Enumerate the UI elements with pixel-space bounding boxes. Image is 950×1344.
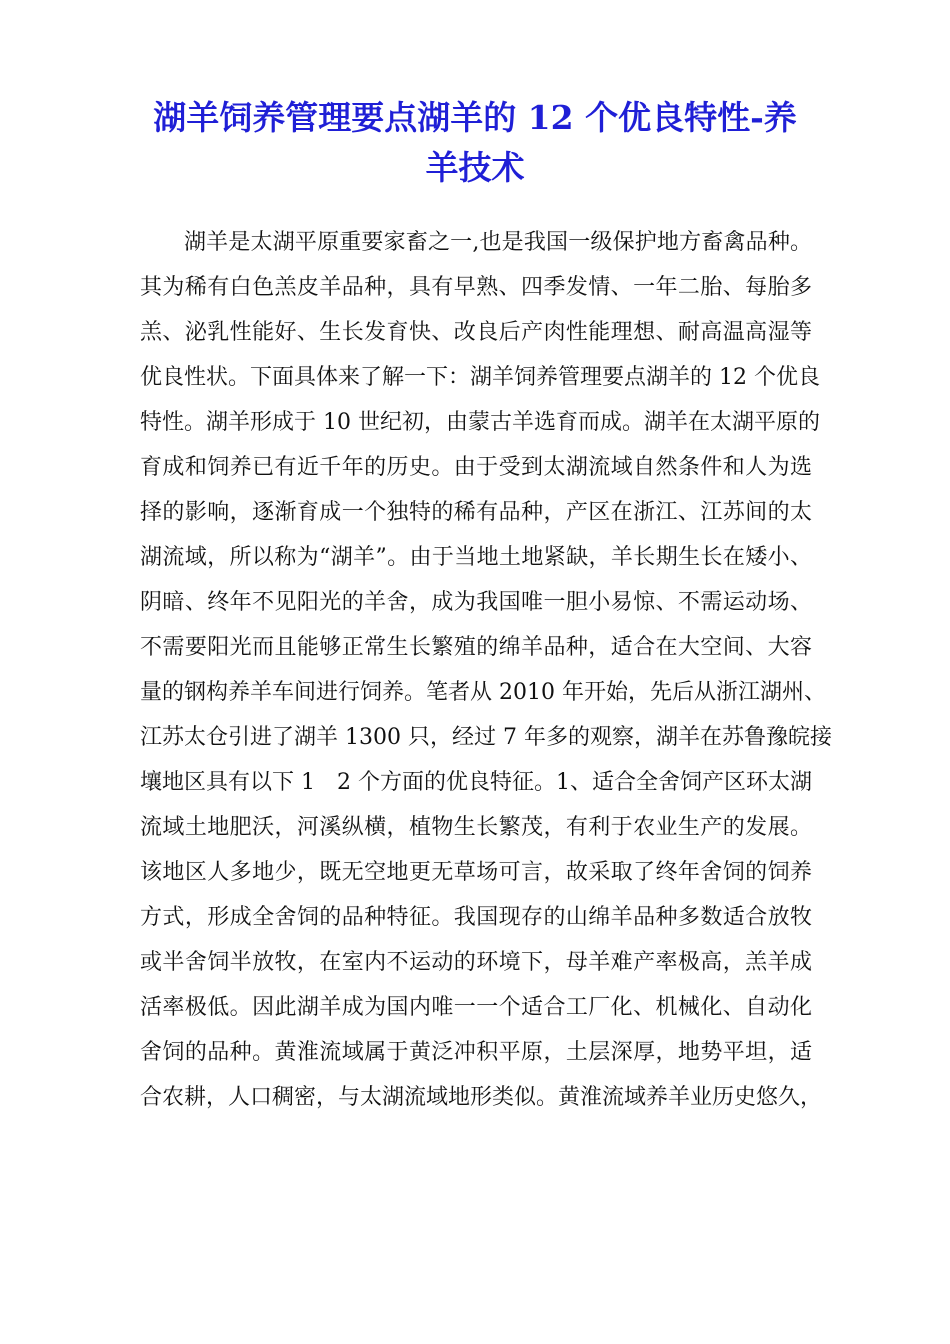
text-line: 优良性状。下面具体来了解一下：湖羊饲养管理要点湖羊的 12 个优良 [140, 365, 820, 390]
text-line: 活率极低。因此湖羊成为国内唯一一个适合工厂化、机械化、自动化 [140, 995, 812, 1020]
text-line: 舍饲的品种。黄淮流域属于黄泛冲积平原，土层深厚，地势平坦，适 [140, 1040, 812, 1065]
text-line: 羔、泌乳性能好、生长发育快、改良后产肉性能理想、耐高温高湿等 [140, 320, 812, 345]
text-line: 该地区人多地少，既无空地更无草场可言，故采取了终年舍饲的饲养 [140, 860, 812, 885]
text-line: 特性。湖羊形成于 10 世纪初，由蒙古羊选育而成。湖羊在太湖平原的 [140, 410, 820, 435]
text-line: 江苏太仓引进了湖羊 1300 只，经过 7 年多的观察，湖羊在苏鲁豫皖接 [140, 725, 832, 750]
text-line: 育成和饲养已有近千年的历史。由于受到太湖流域自然条件和人为选 [140, 455, 812, 480]
text-line: 湖羊是太湖平原重要家畜之一,也是我国一级保护地方畜禽品种。 [184, 230, 812, 255]
text-line: 合农耕，人口稠密，与太湖流域地形类似。黄淮流域养羊业历史悠久， [140, 1085, 823, 1110]
text-line: 或半舍饲半放牧，在室内不运动的环境下，母羊难产率极高，羔羊成 [140, 950, 812, 975]
text-line: 湖流域，所以称为“湖羊”。由于当地土地紧缺，羊长期生长在矮小、 [140, 545, 812, 570]
text-line: 择的影响，逐渐育成一个独特的稀有品种，产区在浙江、江苏间的太 [140, 500, 812, 525]
text-line: 量的钢构养羊车间进行饲养。笔者从 2010 年开始，先后从浙江湖州、 [140, 680, 826, 705]
title-line: 羊技术 [425, 148, 525, 187]
text-line: 不需要阳光而且能够正常生长繁殖的绵羊品种，适合在大空间、大容 [140, 635, 812, 660]
text-line: 流域土地肥沃，河溪纵横，植物生长繁茂，有利于农业生产的发展。 [140, 815, 812, 840]
text-line: 壤地区具有以下 1 2 个方面的优良特征。1、适合全舍饲产区环太湖 [140, 770, 812, 795]
text-line: 阴暗、终年不见阳光的羊舍，成为我国唯一胆小易惊、不需运动场、 [140, 590, 812, 615]
document-title [120, 93, 830, 193]
title-line: 湖羊饲养管理要点湖羊的 12 个优良特性-养 [153, 98, 797, 137]
text-line: 其为稀有白色羔皮羊品种，具有早熟、四季发情、一年二胎、每胎多 [140, 275, 812, 300]
text-line: 方式，形成全舍饲的品种特征。我国现存的山绵羊品种多数适合放牧 [140, 905, 812, 930]
body-paragraph [140, 220, 832, 1120]
